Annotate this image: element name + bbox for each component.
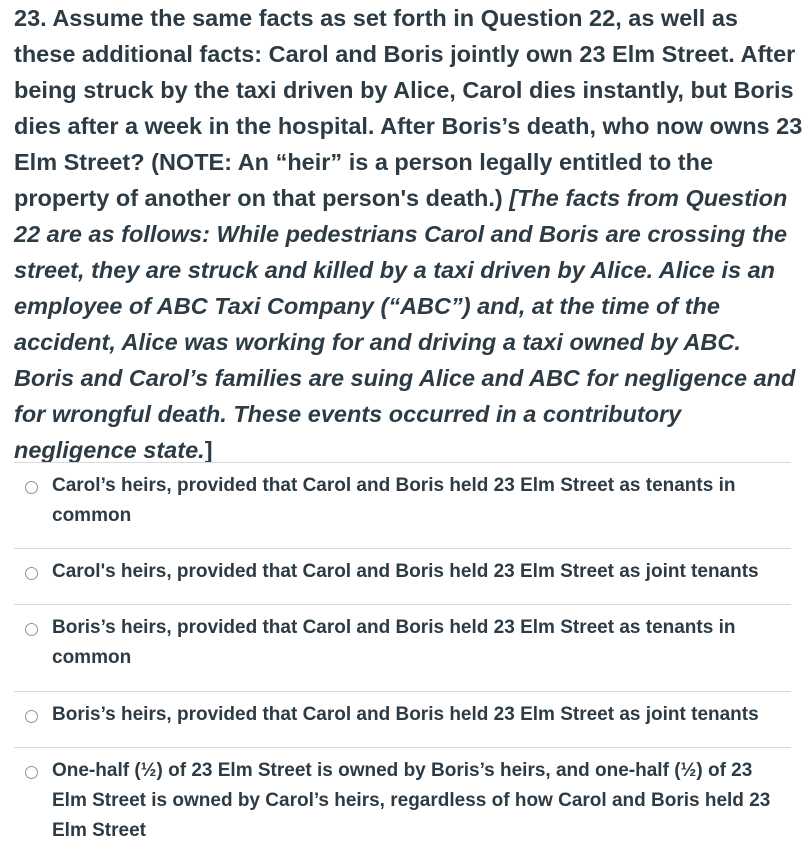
answer-option-4[interactable]: [14, 691, 791, 747]
radio-button[interactable]: [25, 623, 38, 636]
answer-label: Carol’s heirs, provided that Carol and Boris held 23 Elm Street as tenants in common: [52, 475, 736, 526]
radio-button[interactable]: [25, 567, 38, 580]
answer-label: Carol's heirs, provided that Carol and Boris held 23 Elm Street as joint tenants: [52, 561, 759, 582]
answer-label: One-half (½) of 23 Elm Street is owned by Boris’s heirs, and one-half (½) of 23 Elm Street is owned by Carol’s heirs, regardless of how Carol and Boris held 23 Elm Street: [52, 760, 771, 841]
answer-list: [14, 462, 791, 847]
answer-label: Boris’s heirs, provided that Carol and Boris held 23 Elm Street as joint tenants: [52, 704, 759, 725]
answer-option-3[interactable]: [14, 604, 791, 691]
question-text: [14, 0, 804, 468]
radio-button[interactable]: [25, 766, 38, 779]
radio-button[interactable]: [25, 481, 38, 494]
question-close: ]: [204, 437, 213, 463]
answer-option-5[interactable]: [14, 747, 791, 847]
answer-option-2[interactable]: [14, 548, 791, 604]
question-facts: [The facts from Question 22 are as follows: While pedestrians Carol and Boris are crossing the street, they are struck and killed by a taxi driven by Alice. Alice is an employee of ABC Taxi Company (“ABC”) and, at the time of the accident, Alice was working for and driving a taxi owned by ABC. Boris and Carol’s families are suing Alice and ABC for negligence and for wrongful death. These events occurred in a contributory negligence state.: [14, 185, 796, 463]
answer-label: Boris’s heirs, provided that Carol and Boris held 23 Elm Street as tenants in common: [52, 617, 736, 668]
question-lead: 23. Assume the same facts as set forth in Question 22, as well as these additional facts: Carol and Boris jointly own 23 Elm Street. After being struck by the taxi driven by Alice, Carol dies instantly, but Boris dies after a week in the hospital. After Boris’s death, who now owns 23 Elm Street? (NOTE: An “heir” is a person legally entitled to the property of another on that person's death.): [14, 5, 803, 211]
radio-button[interactable]: [25, 710, 38, 723]
answer-option-1[interactable]: [14, 462, 791, 548]
